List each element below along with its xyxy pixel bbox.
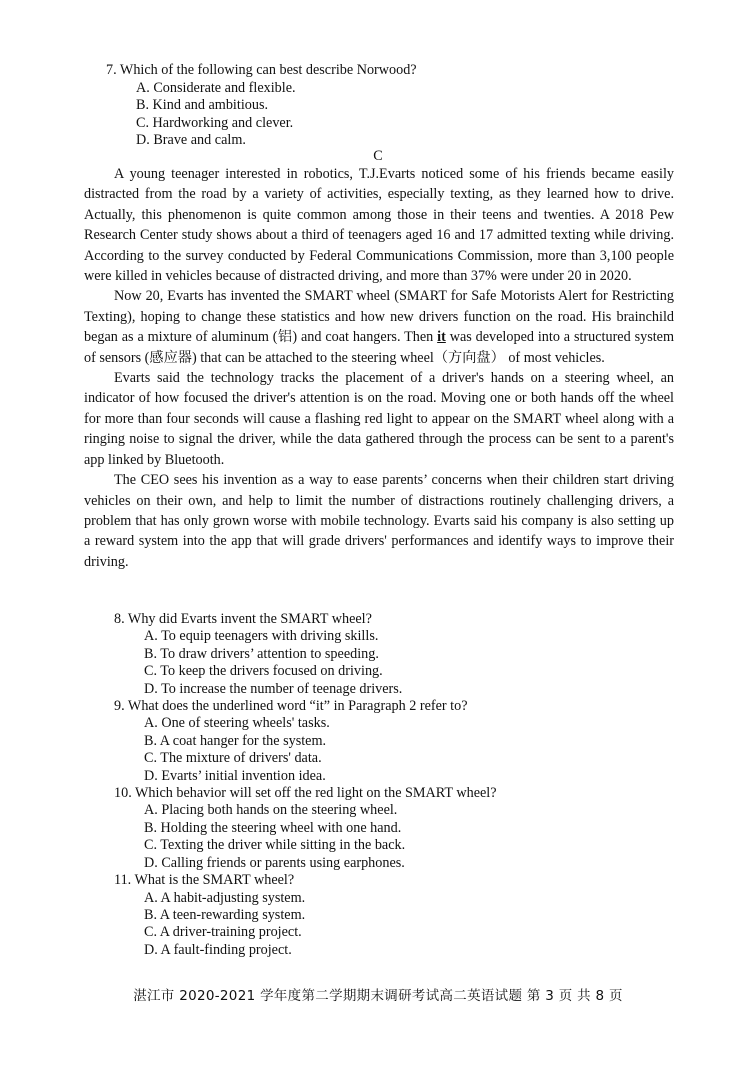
paragraph-1: A young teenager interested in robotics, T.J.Evarts noticed some of his friends became easily distracted from the road by a variety of activities, especially texting, as they learned how to drive. Actually, this phenomenon is quite common among those in their teens and twenties. A 2018 Pew Research Center study shows about a third of teenagers aged 16 and 17 admitted texting while driving. According to the survey conducted by Federal Communications Commission, more than 3,100 people were killed in vehicles because of distracted driving, and more than 37% were under 20 in 2020. [84, 166, 674, 285]
option-c: C. A driver-training project. [144, 924, 302, 941]
option-d: D. To increase the number of teenage drivers. [144, 680, 403, 697]
option-a: A. To equip teenagers with driving skills. [144, 628, 379, 645]
question-text: 8. Why did Evarts invent the SMART wheel? [114, 611, 372, 627]
section-label: C [373, 148, 383, 164]
question-text: 7. Which of the following can best describe Norwood? [106, 62, 417, 78]
option-b: B. A teen-rewarding system. [144, 906, 306, 923]
option-b: B. Kind and ambitious. [136, 97, 269, 114]
question-8 [114, 611, 497, 698]
option-c: C. To keep the drivers focused on driving. [144, 663, 383, 680]
question-text: 10. Which behavior will set off the red light on the SMART wheel? [114, 785, 497, 802]
option-c: C. Texting the driver while sitting in the back. [144, 837, 406, 854]
page-footer: 湛江市 2020-2021 学年度第二学期期末调研考试高二英语试题 第 3 页 共 8 页 [133, 988, 623, 1004]
question-10 [114, 785, 497, 872]
option-a: A. One of steering wheels' tasks. [144, 715, 330, 732]
paragraph-2-end: was developed into a structured system of sensors (感应器) that can be attached to the steering wheel（方向盘） of most vehicles. [84, 329, 674, 366]
reading-passage [84, 164, 674, 572]
option-c: C. The mixture of drivers' data. [144, 750, 322, 767]
option-d: D. Brave and calm. [136, 132, 246, 149]
option-b: B. To draw drivers’ attention to speeding. [144, 645, 379, 662]
option-d: D. Calling friends or parents using earphones. [144, 854, 405, 871]
question-7 [106, 62, 417, 150]
option-d: D. A fault-finding project. [144, 941, 292, 958]
paragraph-2 [84, 286, 674, 368]
question-text: 9. What does the underlined word “it” in Paragraph 2 refer to? [114, 698, 468, 715]
option-b: B. A coat hanger for the system. [144, 732, 327, 749]
question-11 [114, 872, 497, 959]
paragraph-4: The CEO sees his invention as a way to ease parents’ concerns when their children start driving vehicles on their own, and help to limit the number of distractions routinely challenging drivers, a problem that has only grown worse with mobile technology. Evarts said his company is also setting up a reward system into the app that will grade drivers' performances and identify ways to improve their driving. [84, 472, 674, 570]
option-c: C. Hardworking and clever. [136, 114, 294, 131]
option-a: A. Placing both hands on the steering wheel. [144, 802, 398, 819]
option-a: A. Considerate and flexible. [136, 79, 296, 96]
paragraph-3: Evarts said the technology tracks the placement of a driver's hands on a steering wheel, an indicator of how focused the driver's attention is on the road. Moving one or both hands off the wheel for more than four seconds will cause a flashing red light to appear on the SMART wheel along with a ringing noise to signal the driver, while the data gathered through the process can be sent to a parent's app linked by Bluetooth. [84, 370, 674, 468]
question-9 [114, 698, 497, 785]
option-a: A. A habit-adjusting system. [144, 889, 306, 906]
question-text: 11. What is the SMART wheel? [114, 872, 295, 889]
option-d: D. Evarts’ initial invention idea. [144, 767, 326, 784]
paragraph-2-start: Now 20, Evarts has invented the SMART wheel (SMART for Safe Motorists Alert for Restricting Texting), hoping to change these statistics and how new drivers function on the road. His brainchild began as a mixture of aluminum (铝) and coat hangers. Then [84, 288, 674, 346]
underlined-word: it [437, 329, 446, 346]
question-list [114, 611, 497, 959]
option-b: B. Holding the steering wheel with one hand. [144, 819, 402, 836]
